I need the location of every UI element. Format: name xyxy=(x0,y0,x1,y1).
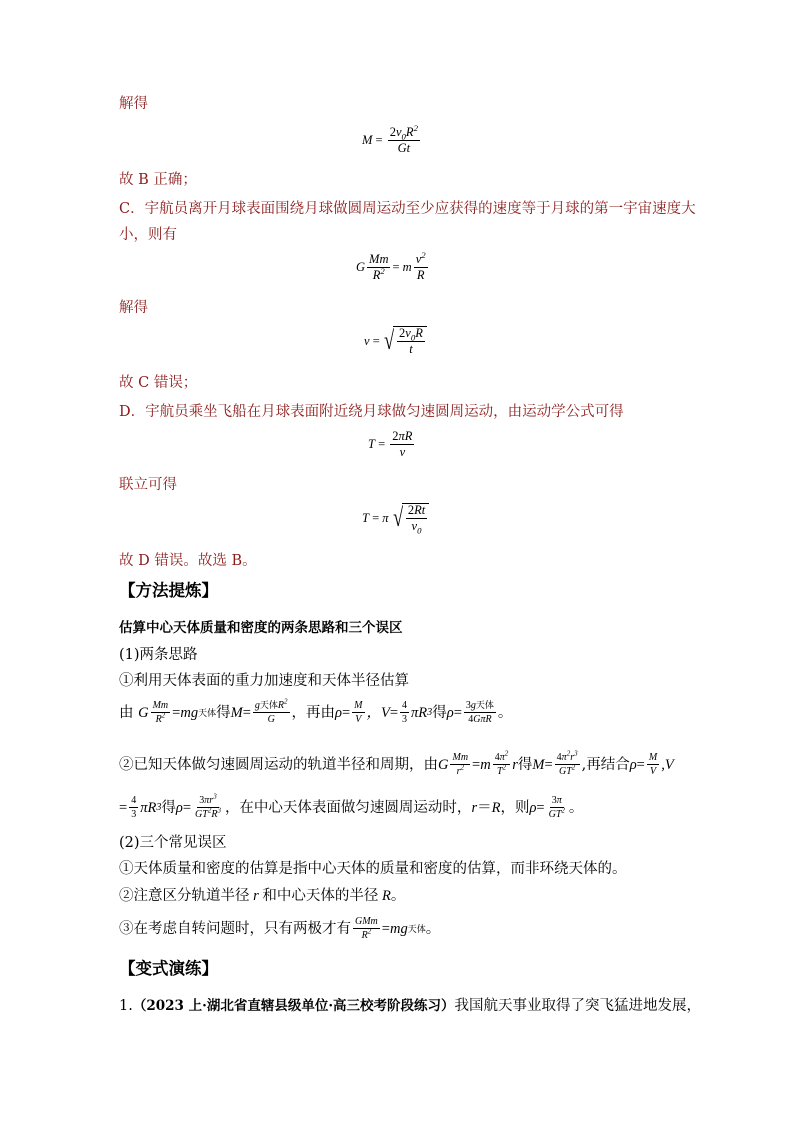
text-jiede-2: 解得 xyxy=(119,300,148,316)
method-p1a: ①利用天体表面的重力加速度和天体半径估算 xyxy=(119,673,409,689)
method-p2a-mid: 得 xyxy=(517,756,533,773)
text-d-option: D．宇航员乘坐飞船在月球表面附近绕月球做匀速圆周运动，由运动学公式可得 xyxy=(119,404,624,420)
method-p1b: 由 G $\frac{Mm}{R^2}$ = mg 天体 得 M = $\frac{g天体R^2}{G}$ ，再由 ρ = $\frac{M}{V}$ ，V = $\frac{4}{3}$ πR 3 得 ρ = $\frac{\text{3g天体}}{\text{4GπR}}$ 。 xyxy=(119,697,513,725)
equation-gravity-centripetal: G $\frac{Mm}{R^2}$ = m $\frac{v^2}{R}$ xyxy=(356,249,426,282)
method-title: 估算中心天体质量和密度的两条思路和三个误区 xyxy=(119,620,403,636)
method-p3c: ③在考虑自转问题时，只有两极才有 $\frac{\text{GMm}}{R^2}$ = mg 天体 。 xyxy=(119,916,441,941)
question-text: 我国航天事业取得了突飞猛进地发展， xyxy=(454,998,702,1014)
sub-tianti: 天体 xyxy=(198,707,217,718)
equation-period-combined: T = π √ $\frac{2Rt}{v_0}$ xyxy=(362,503,429,533)
method-p3c-pre: ③在考虑自转问题时，只有两极才有 xyxy=(119,920,351,937)
heading-method: 【方法提炼】 xyxy=(119,581,218,600)
method-p3: (2)三个常见误区 xyxy=(119,835,227,851)
method-p1b-mid3: 得 xyxy=(432,704,447,721)
method-p3a: ①天体质量和密度的估算是指中心天体的质量和密度的估算，而非环绕天体的。 xyxy=(119,861,627,877)
method-p2b: = $\frac{4}{3}$ πR 3 得 ρ = $\frac{3\pi r^3}{GT^2R^3}$ ，在中心天体表面做匀速圆周运动时， r＝R ，则 ρ = $\frac{3\pi}{GT^2}$ 。 xyxy=(119,792,584,820)
heading-practice: 【变式演练】 xyxy=(119,959,218,978)
text-b-correct: 故 B 正确； xyxy=(119,172,197,188)
method-p1b-prefix: 由 xyxy=(119,704,134,721)
text-lianli: 联立可得 xyxy=(119,477,177,493)
text-c-option-cont: 小，则有 xyxy=(119,227,177,243)
method-p2b-mid1: 得 xyxy=(161,799,176,816)
method-p2a-mid2: ,再结合 xyxy=(581,756,630,773)
question-number: 1. xyxy=(119,998,133,1014)
question-1 xyxy=(119,996,701,1016)
method-p3b: ②注意区分轨道半径 r 和中心天体的半径 R。 xyxy=(119,888,406,904)
method-p2b-mid2: ，在中心天体表面做匀速圆周运动时， xyxy=(224,799,472,816)
method-p3b-end: 。 xyxy=(390,888,406,904)
text-jiede-1: 解得 xyxy=(119,96,148,112)
method-p1b-mid2: ，再由 xyxy=(291,704,335,721)
equation-period: T = $\frac{2\pi R}{v}$ xyxy=(368,429,413,459)
method-p1: (1)两条思路 xyxy=(119,647,198,663)
question-source: （2023 上·湖北省直辖县级单位·高三校考阶段练习） xyxy=(132,998,455,1014)
equation-mass: M = $\frac{2v_0R^2}{Gt}$ xyxy=(362,122,418,155)
method-p2b-mid3: ，则 xyxy=(500,799,530,816)
text-d-wrong: 故 D 错误。故选 B。 xyxy=(119,553,257,569)
method-p3b-mid: 和中心天体的半径 xyxy=(262,888,379,904)
equation-velocity: v = √ $\frac{2v_0R}{t}$ xyxy=(364,326,427,356)
method-p3b-pre: ②注意区分轨道半径 xyxy=(119,888,250,904)
text-c-option: C．宇航员离开月球表面围绕月球做圆周运动至少应获得的速度等于月球的第一宇宙速度大 xyxy=(119,201,696,217)
method-p1b-mid1: 得 xyxy=(216,704,231,721)
method-p3c-end: 。 xyxy=(425,920,441,937)
text-c-wrong: 故 C 错误； xyxy=(119,375,198,391)
method-p2a: ②已知天体做匀速圆周运动的轨道半径和周期，由 G $\frac{Mm}{r^2}$ = m $\frac{4\pi^2}{T^2}$ r 得 M = $\frac{4\pi^2r^3}{GT^2}$ ,再结合 ρ = $\frac{M}{V}$ ,V xyxy=(119,749,674,777)
method-p2a-text: ②已知天体做匀速圆周运动的轨道半径和周期，由 xyxy=(119,756,438,773)
